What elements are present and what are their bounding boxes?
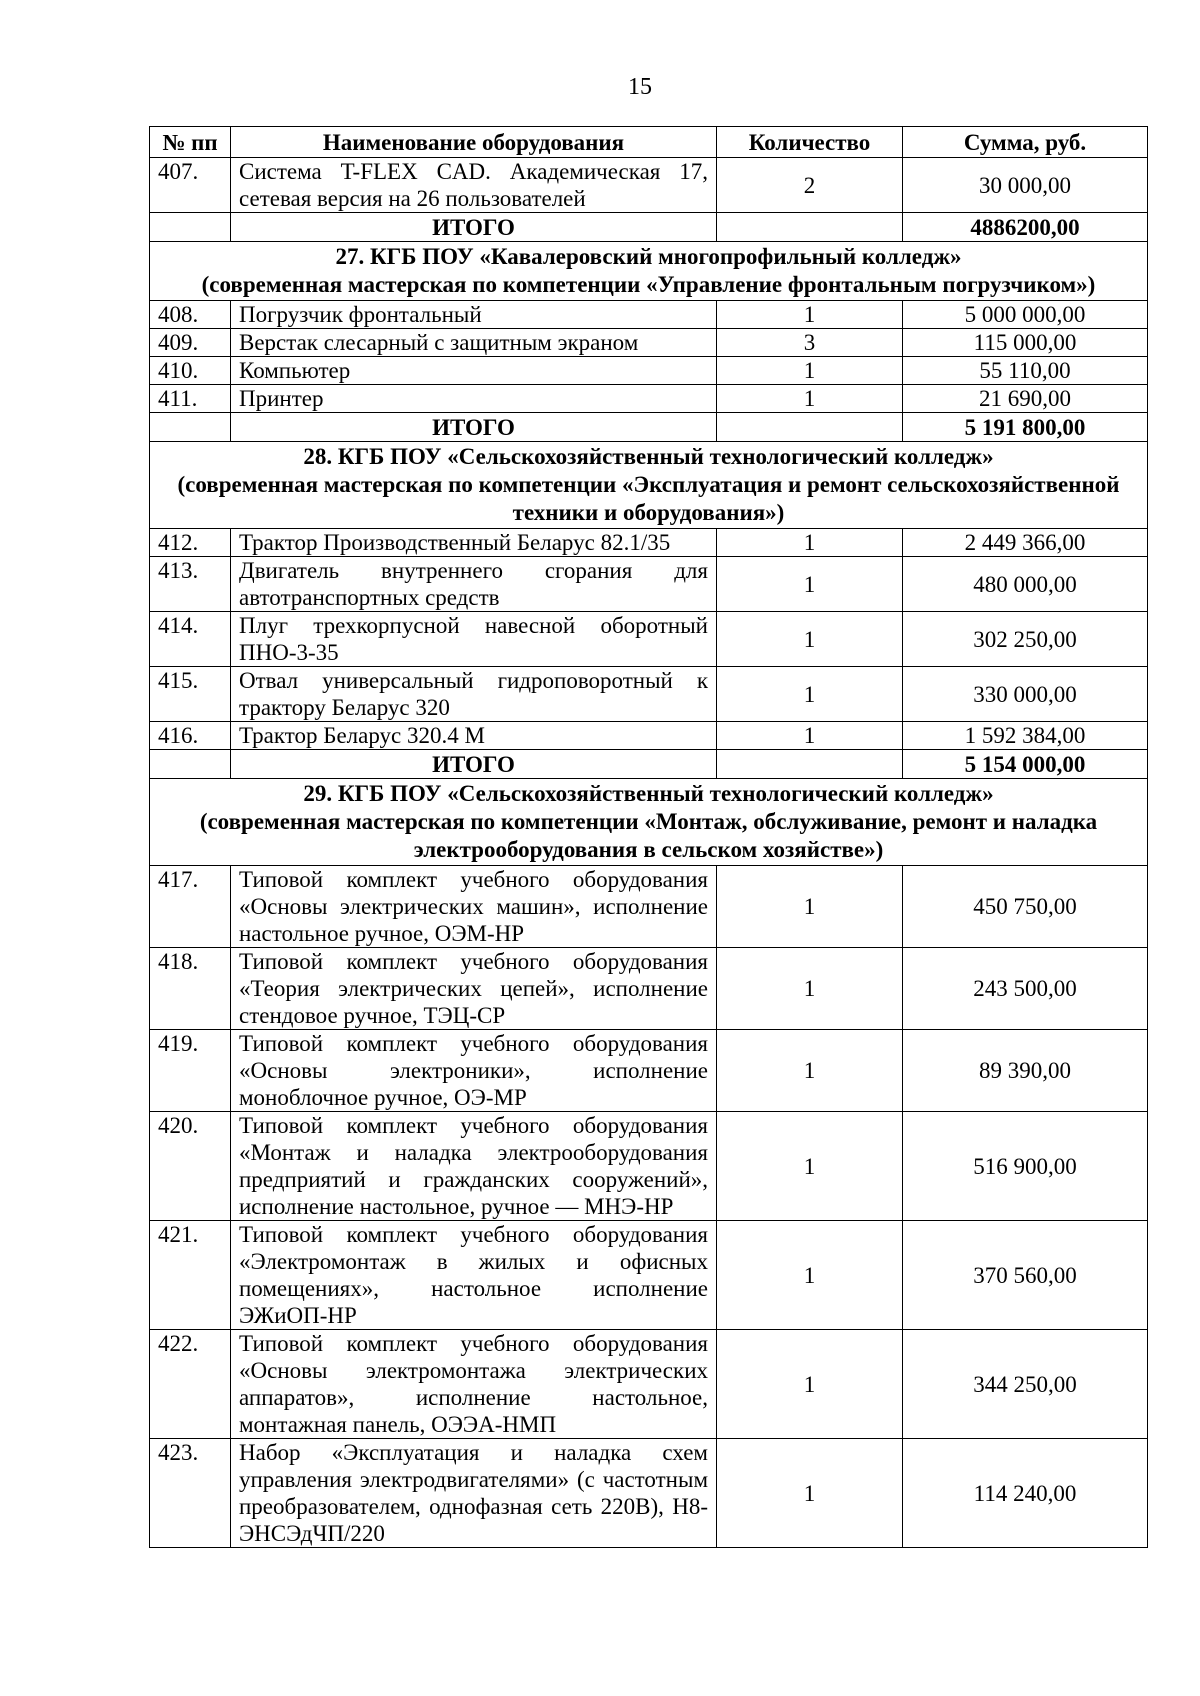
item-sum: 243 500,00 <box>903 948 1148 1030</box>
item-quantity: 1 <box>717 722 903 750</box>
total-row <box>150 213 1148 242</box>
section-heading <box>150 779 1148 866</box>
item-sum: 370 560,00 <box>903 1221 1148 1330</box>
item-name: Набор «Эксплуатация и наладка схем управления электродвигателями» (с частотным преобразователем, однофазная сеть 220В), Н8-ЭНСЭдЧП/220 <box>231 1439 717 1548</box>
table-row <box>150 722 1148 750</box>
section-subtitle: (современная мастерская по компетенции «Управление фронтальным погрузчиком») <box>201 272 1096 297</box>
item-number: 423. <box>150 1439 231 1548</box>
total-empty-cell <box>150 213 231 242</box>
table-row <box>150 529 1148 557</box>
item-sum: 115 000,00 <box>903 329 1148 357</box>
item-name: Принтер <box>231 385 717 413</box>
item-name: Типовой комплект учебного оборудования «Основы электрических машин», исполнение настольное ручное, ОЭМ-НР <box>231 866 717 948</box>
table-row <box>150 301 1148 329</box>
item-quantity: 1 <box>717 667 903 722</box>
item-quantity: 1 <box>717 1030 903 1112</box>
item-name: Трактор Беларус 320.4 М <box>231 722 717 750</box>
total-sum: 5 154 000,00 <box>903 750 1148 779</box>
item-number: 414. <box>150 612 231 667</box>
item-quantity: 1 <box>717 301 903 329</box>
item-number: 412. <box>150 529 231 557</box>
item-name: Двигатель внутреннего сгорания для автотранспортных средств <box>231 557 717 612</box>
item-sum: 5 000 000,00 <box>903 301 1148 329</box>
section-title: 27. КГБ ПОУ «Кавалеровский многопрофильный колледж» <box>335 244 962 269</box>
section-subtitle: (современная мастерская по компетенции «Эксплуатация и ремонт сельскохозяйственной техники и оборудования») <box>177 472 1120 525</box>
page-number: 15 <box>628 74 652 100</box>
section-heading-row <box>150 442 1148 529</box>
table-row <box>150 557 1148 612</box>
section-heading-row <box>150 779 1148 866</box>
item-number: 421. <box>150 1221 231 1330</box>
item-sum: 516 900,00 <box>903 1112 1148 1221</box>
item-sum: 89 390,00 <box>903 1030 1148 1112</box>
table-row <box>150 385 1148 413</box>
table-row <box>150 612 1148 667</box>
total-empty-cell <box>717 750 903 779</box>
item-name: Типовой комплект учебного оборудования «Электромонтаж в жилых и офисных помещениях», настольное исполнение ЭЖиОП-НР <box>231 1221 717 1330</box>
item-quantity: 1 <box>717 948 903 1030</box>
item-sum: 1 592 384,00 <box>903 722 1148 750</box>
item-sum: 2 449 366,00 <box>903 529 1148 557</box>
item-sum: 450 750,00 <box>903 866 1148 948</box>
item-name: Отвал универсальный гидроповоротный к трактору Беларус 320 <box>231 667 717 722</box>
total-label: ИТОГО <box>231 213 717 242</box>
table-row <box>150 948 1148 1030</box>
item-number: 416. <box>150 722 231 750</box>
item-quantity: 1 <box>717 612 903 667</box>
table-body <box>150 158 1148 1548</box>
item-quantity: 1 <box>717 1439 903 1548</box>
total-empty-cell <box>150 750 231 779</box>
equipment-table <box>149 126 1148 1548</box>
section-heading <box>150 442 1148 529</box>
item-number: 409. <box>150 329 231 357</box>
item-name: Типовой комплект учебного оборудования «Теория электрических цепей», исполнение стендовое ручное, ТЭЦ-СР <box>231 948 717 1030</box>
header-sum: Сумма, руб. <box>903 127 1148 158</box>
item-sum: 302 250,00 <box>903 612 1148 667</box>
item-number: 408. <box>150 301 231 329</box>
item-number: 420. <box>150 1112 231 1221</box>
total-empty-cell <box>150 413 231 442</box>
table-row <box>150 357 1148 385</box>
item-quantity: 1 <box>717 1112 903 1221</box>
section-heading <box>150 242 1148 301</box>
item-name: Типовой комплект учебного оборудования «Основы электромонтажа электрических аппаратов», исполнение настольное, монтажная панель, ОЭЭА-НМП <box>231 1330 717 1439</box>
table-row <box>150 1112 1148 1221</box>
item-number: 419. <box>150 1030 231 1112</box>
total-empty-cell <box>717 213 903 242</box>
item-sum: 55 110,00 <box>903 357 1148 385</box>
item-quantity: 1 <box>717 557 903 612</box>
item-number: 422. <box>150 1330 231 1439</box>
table-row <box>150 1439 1148 1548</box>
item-quantity: 1 <box>717 385 903 413</box>
item-quantity: 3 <box>717 329 903 357</box>
item-name: Компьютер <box>231 357 717 385</box>
total-row <box>150 413 1148 442</box>
item-sum: 344 250,00 <box>903 1330 1148 1439</box>
section-title: 28. КГБ ПОУ «Сельскохозяйственный технологический колледж» <box>303 444 994 469</box>
item-quantity: 1 <box>717 1330 903 1439</box>
item-sum: 480 000,00 <box>903 557 1148 612</box>
item-name: Трактор Производственный Беларус 82.1/35 <box>231 529 717 557</box>
total-row <box>150 750 1148 779</box>
item-number: 418. <box>150 948 231 1030</box>
item-name: Типовой комплект учебного оборудования «Основы электроники», исполнение моноблочное ручное, ОЭ-МР <box>231 1030 717 1112</box>
item-number: 407. <box>150 158 231 213</box>
header-qty: Количество <box>717 127 903 158</box>
item-number: 410. <box>150 357 231 385</box>
item-number: 417. <box>150 866 231 948</box>
total-label: ИТОГО <box>231 750 717 779</box>
total-sum: 5 191 800,00 <box>903 413 1148 442</box>
item-number: 413. <box>150 557 231 612</box>
table-row <box>150 329 1148 357</box>
item-quantity: 1 <box>717 529 903 557</box>
item-number: 415. <box>150 667 231 722</box>
item-sum: 114 240,00 <box>903 1439 1148 1548</box>
total-label: ИТОГО <box>231 413 717 442</box>
table-row <box>150 667 1148 722</box>
table-header-row <box>150 127 1148 158</box>
item-quantity: 1 <box>717 1221 903 1330</box>
table-row <box>150 158 1148 213</box>
section-title: 29. КГБ ПОУ «Сельскохозяйственный технологический колледж» <box>303 781 994 806</box>
item-name: Погрузчик фронтальный <box>231 301 717 329</box>
section-heading-row <box>150 242 1148 301</box>
item-name: Типовой комплект учебного оборудования «Монтаж и наладка электрооборудования предприятий и гражданских сооружений», исполнение настольное, ручное — МНЭ-НР <box>231 1112 717 1221</box>
total-empty-cell <box>717 413 903 442</box>
header-num: № пп <box>150 127 231 158</box>
section-subtitle: (современная мастерская по компетенции «Монтаж, обслуживание, ремонт и наладка электрооборудования в сельском хозяйстве») <box>199 809 1098 862</box>
item-number: 411. <box>150 385 231 413</box>
table-row <box>150 1221 1148 1330</box>
table-row <box>150 1030 1148 1112</box>
header-name: Наименование оборудования <box>231 127 717 158</box>
table-row <box>150 866 1148 948</box>
item-sum: 330 000,00 <box>903 667 1148 722</box>
item-quantity: 1 <box>717 357 903 385</box>
item-sum: 21 690,00 <box>903 385 1148 413</box>
table-row <box>150 1330 1148 1439</box>
item-quantity: 2 <box>717 158 903 213</box>
item-name: Плуг трехкорпусной навесной оборотный ПНО-3-35 <box>231 612 717 667</box>
item-name: Система T-FLEX CAD. Академическая 17, сетевая версия на 26 пользователей <box>231 158 717 213</box>
total-sum: 4886200,00 <box>903 213 1148 242</box>
item-sum: 30 000,00 <box>903 158 1148 213</box>
item-name: Верстак слесарный с защитным экраном <box>231 329 717 357</box>
item-quantity: 1 <box>717 866 903 948</box>
